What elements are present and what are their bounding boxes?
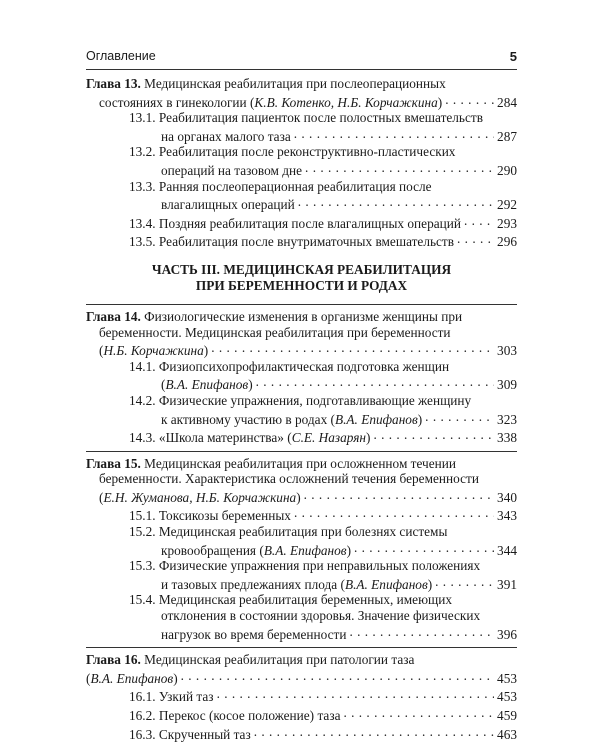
page-ref: 340 xyxy=(497,489,517,505)
page-ref: 343 xyxy=(497,508,517,524)
page-ref: 290 xyxy=(497,162,517,178)
toc-entry-chapter-13[interactable]: Глава 13. Медицинская реабилитация при послеоперационных состояниях в гинекологии (К.В. Котенко, Н.Б. Корчажкина) . . . 284 xyxy=(86,76,517,110)
dot-leader xyxy=(217,686,494,701)
toc-entry-chapter-16[interactable]: Глава 16. Медицинская реабилитация при патологии таза (В.А. Епифанов) . . . 453 xyxy=(86,652,517,686)
dot-leader xyxy=(457,231,494,246)
page-ref: 303 xyxy=(497,343,517,359)
page-ref: 338 xyxy=(497,430,517,446)
chapter-14-authors: Н.Б. Корчажкина xyxy=(103,343,204,359)
toc-entry-13-2[interactable]: 13.2. Реабилитация после реконструктивно-пластических операций на тазовом дне . . . 290 xyxy=(86,144,517,178)
toc-entry-13-5[interactable]: 13.5. Реабилитация после внутриматочных вмешательств . . . 296 xyxy=(86,231,517,250)
toc-entry-15-2[interactable]: 15.2. Медицинская реабилитация при болезнях системы кровообращения (В.А. Епифанов) . . . 344 xyxy=(86,524,517,558)
dot-leader xyxy=(298,194,494,209)
toc-entry-14-3[interactable]: 14.3. «Школа материнства» (С.Е. Назарян) . . . 338 xyxy=(86,427,517,446)
page-ref: 292 xyxy=(497,197,517,213)
dot-leader xyxy=(256,374,494,389)
dot-leader xyxy=(211,340,494,355)
running-header xyxy=(86,49,517,71)
toc-entry-15-1[interactable]: 15.1. Токсикозы беременных . . . 343 xyxy=(86,505,517,524)
dot-leader xyxy=(294,126,494,141)
page-ref: 284 xyxy=(497,94,517,110)
page-ref: 287 xyxy=(497,128,517,144)
page-ref: 459 xyxy=(497,708,517,723)
page-number: 5 xyxy=(509,49,517,64)
dot-leader xyxy=(425,409,494,424)
dot-leader xyxy=(445,92,494,107)
dot-leader xyxy=(181,668,494,683)
section-title: Оглавление xyxy=(86,49,156,63)
chapter-15 xyxy=(86,456,517,643)
page-ref: 293 xyxy=(497,215,517,231)
page-ref: 453 xyxy=(497,689,517,705)
toc-entry-16-1[interactable]: 16.1. Узкий таз . . . 453 xyxy=(86,686,517,705)
page-ref: 453 xyxy=(497,670,517,686)
chapter-13 xyxy=(86,76,517,250)
page-ref: 296 xyxy=(497,234,517,250)
dot-leader xyxy=(354,540,494,555)
toc-entry-13-4[interactable]: 13.4. Поздняя реабилитация после влагалищных операций . . . 293 xyxy=(86,213,517,232)
dot-leader xyxy=(435,574,494,589)
page-ref: 323 xyxy=(497,411,517,427)
toc-entry-chapter-15[interactable]: Глава 15. Медицинская реабилитация при осложненном течении беременности. Характеристика осложнений течения беременности (Е.Н. Жуманова, Н.Б. Корчажкина) . . . 340 xyxy=(86,456,517,506)
toc-entry-15-3[interactable]: 15.3. Физические упражнения при неправильных положениях и тазовых предлежаниях плода (В.А. Епифанов) . . . 391 xyxy=(86,558,517,592)
divider xyxy=(86,451,517,452)
dot-leader xyxy=(305,160,494,175)
header-divider xyxy=(86,69,517,70)
divider xyxy=(86,304,517,305)
dot-leader xyxy=(373,427,494,442)
dot-leader xyxy=(343,705,494,720)
part-title: ЧАСТЬ III. МЕДИЦИНСКАЯ РЕАБИЛИТАЦИЯ ПРИ БЕРЕМЕННОСТИ И РОДАХ xyxy=(151,261,452,293)
chapter-16-authors: В.А. Епифанов xyxy=(90,670,174,686)
page-ref: 391 xyxy=(497,576,517,592)
page-ref: 396 xyxy=(497,626,517,642)
dot-leader xyxy=(464,213,494,228)
toc-entry-14-2[interactable]: 14.2. Физические упражнения, подготавливающие женщину к активному участию в родах (В.А. Епифанов) . . . 323 xyxy=(86,393,517,427)
dot-leader xyxy=(349,624,494,639)
toc-entry-13-1[interactable]: 13.1. Реабилитация пациенток после полостных вмешательств на органах малого таза . . . 287 xyxy=(86,110,517,144)
chapter-15-authors: Е.Н. Жуманова, Н.Б. Корчажкина xyxy=(103,489,297,505)
page-ref: 344 xyxy=(497,542,517,558)
toc-entry-16-2[interactable]: 16.2. Перекос (косое положение) таза . . . 459 xyxy=(86,705,517,724)
table-of-contents xyxy=(86,76,517,742)
dot-leader xyxy=(294,505,494,520)
page-ref: 463 xyxy=(497,726,517,742)
toc-entry-chapter-14[interactable]: Глава 14. Физиологические изменения в организме женщины при беременности. Медицинская реабилитация при беременности (Н.Б. Корчажкина) . . . 303 xyxy=(86,309,517,359)
toc-entry-15-4[interactable]: 15.4. Медицинская реабилитация беременных, имеющих отклонения в состоянии здоровья. Значение физических нагрузок во время беременности . . . 396 xyxy=(86,592,517,642)
chapter-14 xyxy=(86,309,517,446)
dot-leader xyxy=(254,724,494,739)
chapter-13-authors: К.В. Котенко, Н.Б. Корчажкина xyxy=(254,94,438,110)
divider xyxy=(86,647,517,648)
chapter-16 xyxy=(86,652,517,742)
dot-leader xyxy=(304,487,494,502)
toc-entry-16-3[interactable]: 16.3. Скрученный таз . . . 463 xyxy=(86,724,517,743)
toc-entry-14-1[interactable]: 14.1. Физиопсихопрофилактическая подготовка женщин (В.А. Епифанов) . . . 309 xyxy=(86,359,517,393)
page-ref: 309 xyxy=(497,377,517,393)
toc-entry-13-3[interactable]: 13.3. Ранняя послеоперационная реабилитация после влагалищных операций . . . 292 xyxy=(86,179,517,213)
